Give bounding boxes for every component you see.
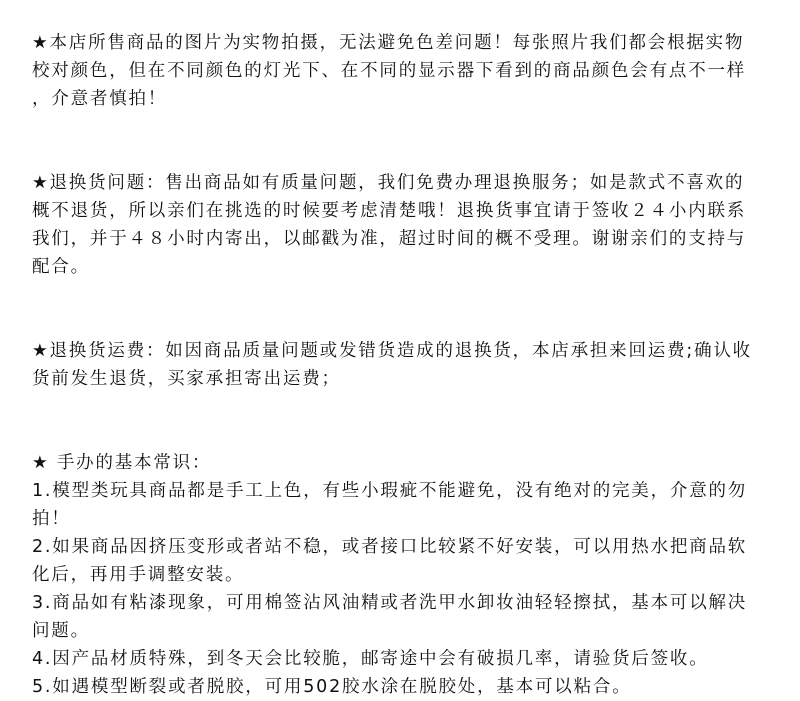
returns-line: ★退换货问题：售出商品如有质量问题，我们免费办理退换服务；如是款式不喜欢的 xyxy=(32,173,745,193)
returns-policy xyxy=(32,169,784,281)
knowledge-item-line: 拍！ xyxy=(32,509,71,529)
knowledge-item-line: 问题。 xyxy=(32,621,90,641)
store-notice-document xyxy=(32,29,784,701)
knowledge-item-line: 4.因产品材质特殊，到冬天会比较脆，邮寄途中会有破损几率，请验货后签收。 xyxy=(32,649,709,669)
knowledge-heading: ★ 手办的基本常识： xyxy=(32,453,212,473)
knowledge-item-line: 2.如果商品因挤压变形或者站不稳，或者接口比较紧不好安装，可以用热水把商品软 xyxy=(32,537,748,557)
shipping-fee-policy xyxy=(32,337,784,393)
notice-line: ★本店所售商品的图片为实物拍摄，无法避免色差问题！每张照片我们都会根据实物 xyxy=(32,33,745,53)
notice-line: ，介意者慎拍！ xyxy=(32,89,168,109)
knowledge-item-line: 5.如遇模型断裂或者脱胶，可用502胶水涂在脱胶处，基本可以粘合。 xyxy=(32,677,632,697)
returns-line: 我们，并于４８小时内寄出，以邮戳为准，超过时间的概不受理。谢谢亲们的支持与 xyxy=(32,229,747,249)
knowledge-item-line: 3.商品如有粘漆现象，可用棉签沾风油精或者洗甲水卸妆油轻轻擦拭，基本可以解决 xyxy=(32,593,748,613)
color-difference-notice xyxy=(32,29,784,113)
section-spacer xyxy=(32,113,784,169)
notice-line: 校对颜色，但在不同颜色的灯光下、在不同的显示器下看到的商品颜色会有点不一样 xyxy=(32,61,747,81)
section-spacer xyxy=(32,393,784,449)
shipping-line: 货前发生退货，买家承担寄出运费； xyxy=(32,369,341,389)
shipping-line: ★退换货运费：如因商品质量问题或发错货造成的退换货，本店承担来回运费;确认收 xyxy=(32,341,752,361)
figure-basic-knowledge xyxy=(32,449,784,701)
knowledge-item-line: 1.模型类玩具商品都是手工上色，有些小瑕疵不能避免，没有绝对的完美，介意的勿 xyxy=(32,481,748,501)
section-spacer xyxy=(32,281,784,337)
returns-line: 配合。 xyxy=(32,257,90,277)
knowledge-item-line: 化后，再用手调整安装。 xyxy=(32,565,245,585)
returns-line: 概不退货，所以亲们在挑选的时候要考虑清楚哦！退换货事宜请于签收２４小内联系 xyxy=(32,201,747,221)
